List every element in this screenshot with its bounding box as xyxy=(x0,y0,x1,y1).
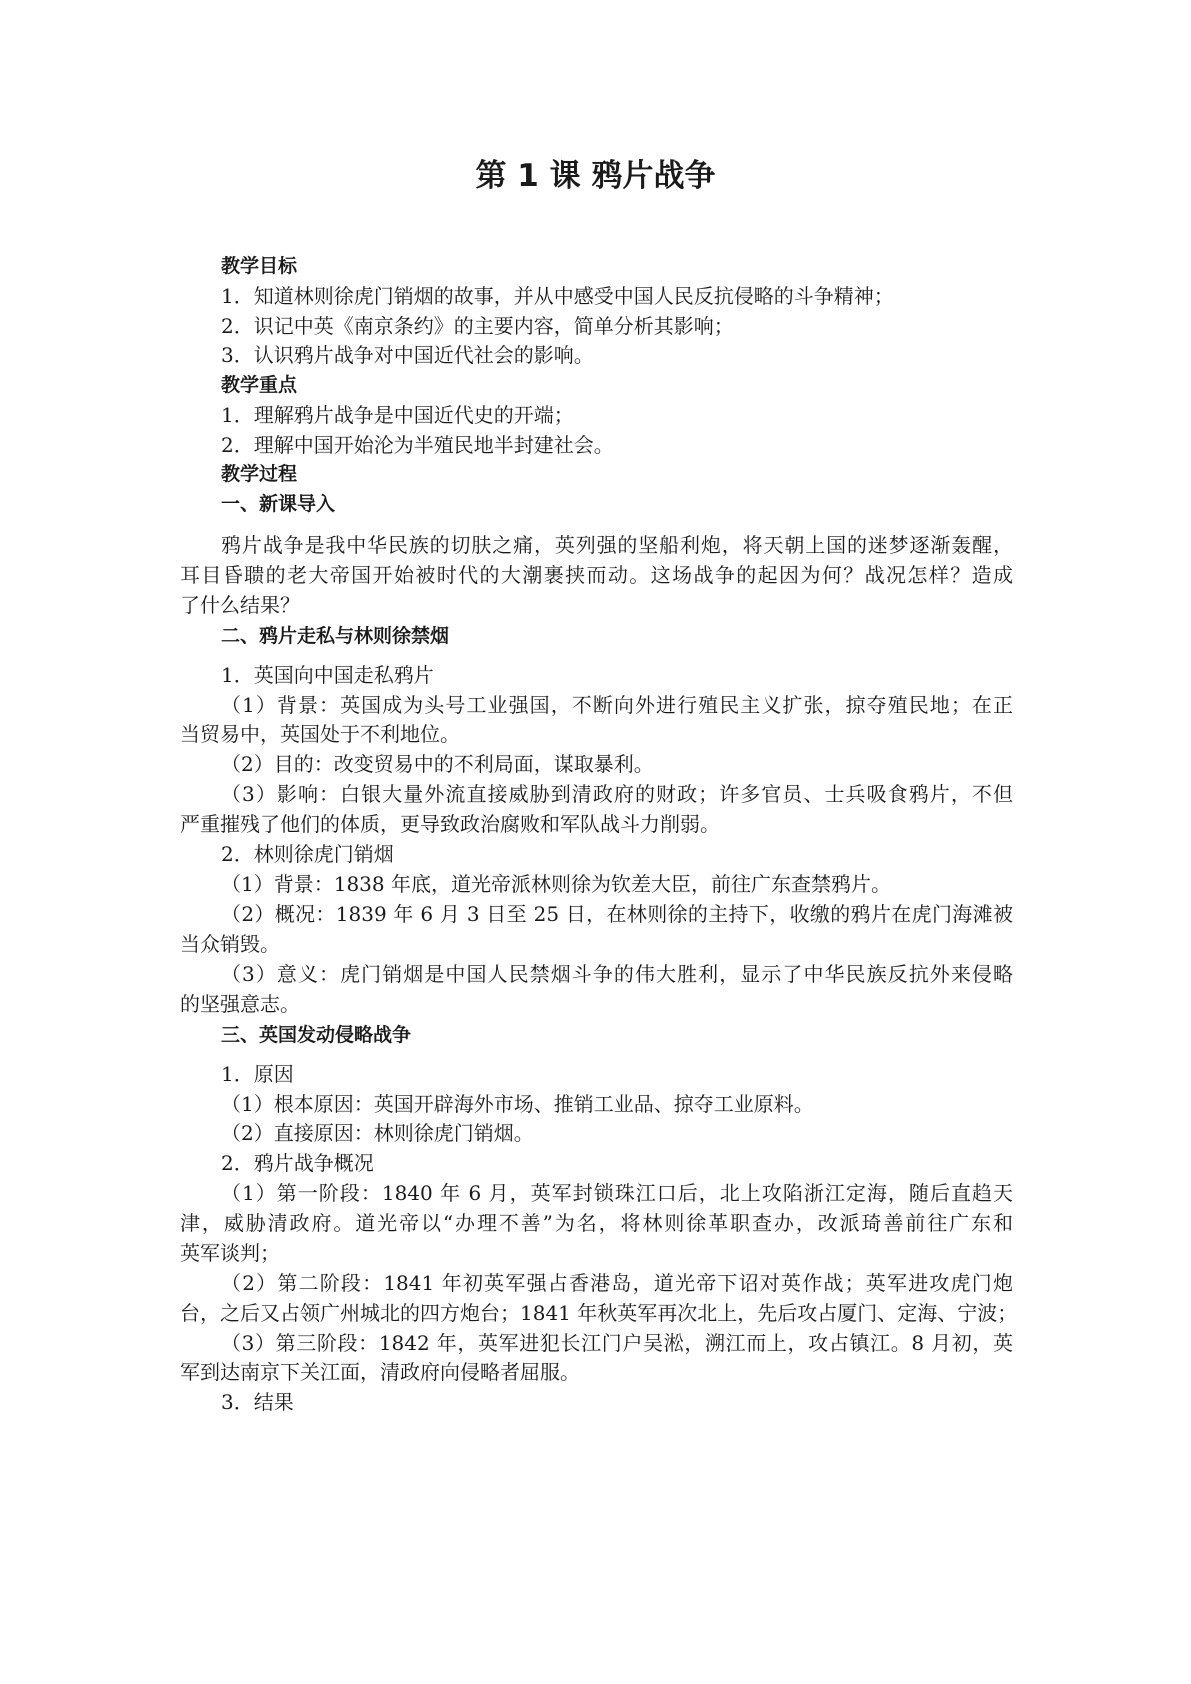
subsection-title: 3．结果 xyxy=(221,1390,294,1414)
subsection-title: 1．英国向中国走私鸦片 xyxy=(221,663,434,687)
paragraph-line: （3）意义：虎门销烟是中国人民禁烟斗争的伟大胜利，显示了中华民族反抗外来侵略 xyxy=(221,962,1013,986)
paragraph-line: （2）直接原因：林则徐虎门销烟。 xyxy=(221,1121,534,1145)
objective-item: 2．识记中英《南京条约》的主要内容，简单分析其影响； xyxy=(221,314,734,338)
objective-item: 1．知道林则徐虎门销烟的故事，并从中感受中国人民反抗侵略的斗争精神； xyxy=(221,284,894,308)
objective-item: 3．认识鸦片战争对中国近代社会的影响。 xyxy=(221,343,594,367)
subsection-title: 1．原因 xyxy=(221,1062,294,1086)
paragraph-line: 的坚强意志。 xyxy=(180,992,300,1016)
section-heading-smuggling: 二、鸦片走私与林则徐禁烟 xyxy=(221,625,450,647)
keypoint-item: 1．理解鸦片战争是中国近代史的开端； xyxy=(221,403,574,427)
intro-paragraph-line: 耳目昏聩的老大帝国开始被时代的大潮裹挟而动。这场战争的起因为何？战况怎样？造成 xyxy=(180,563,1013,587)
paragraph-line: （3）第三阶段：1842 年，英军进犯长江门户吴淞，溯江而上，攻占镇江。8 月初，英 xyxy=(221,1331,1013,1355)
keypoints-heading: 教学重点 xyxy=(221,374,298,396)
intro-paragraph-line: 了什么结果？ xyxy=(180,593,300,617)
section-heading-war: 三、英国发动侵略战争 xyxy=(221,1024,412,1046)
paragraph-line: （1）背景：1838 年底，道光帝派林则徐为钦差大臣，前往广东查禁鸦片。 xyxy=(221,872,891,896)
paragraph-line: （2）概况：1839 年 6 月 3 日至 25 日，在林则徐的主持下，收缴的鸦片在虎门海滩被 xyxy=(221,902,1013,926)
paragraph-line: 当众销毁。 xyxy=(180,932,280,956)
objectives-heading: 教学目标 xyxy=(221,255,298,277)
paragraph-line: 台，之后又占领广州城北的四方炮台；1841 年秋英军再次北上，先后攻占厦门、定海、宁波； xyxy=(180,1301,1018,1325)
section-heading-intro: 一、新课导入 xyxy=(221,493,336,515)
paragraph-line: 严重摧残了他们的体质，更导致政治腐败和军队战斗力削弱。 xyxy=(180,812,720,836)
subsection-title: 2．林则徐虎门销烟 xyxy=(221,842,394,866)
keypoint-item: 2．理解中国开始沦为半殖民地半封建社会。 xyxy=(221,433,614,457)
intro-paragraph-line: 鸦片战争是我中华民族的切肤之痛，英列强的坚船利炮，将天朝上国的迷梦逐渐轰醒， xyxy=(221,533,1013,557)
paragraph-line: （1）背景：英国成为头号工业强国，不断向外进行殖民主义扩张，掠夺殖民地；在正 xyxy=(221,693,1013,717)
paragraph-line: 津，威胁清政府。道光帝以“办理不善”为名，将林则徐革职查办，改派琦善前往广东和 xyxy=(180,1211,1013,1235)
paragraph-line: 英军谈判； xyxy=(180,1241,280,1265)
paragraph-line: （2）第二阶段：1841 年初英军强占香港岛，道光帝下诏对英作战；英军进攻虎门炮 xyxy=(221,1271,1013,1295)
paragraph-line: （1）根本原因：英国开辟海外市场、推销工业品、掠夺工业原料。 xyxy=(221,1092,814,1116)
subsection-title: 2．鸦片战争概况 xyxy=(221,1151,374,1175)
paragraph-line: （2）目的：改变贸易中的不利局面，谋取暴利。 xyxy=(221,752,654,776)
paragraph-line: 当贸易中，英国处于不利地位。 xyxy=(180,722,460,746)
process-heading: 教学过程 xyxy=(221,463,298,485)
page-title: 第 1 课 鸦片战争 xyxy=(475,158,716,194)
paragraph-line: （1）第一阶段：1840 年 6 月，英军封锁珠江口后，北上攻陷浙江定海，随后直趋天 xyxy=(221,1181,1013,1205)
paragraph-line: 军到达南京下关江面，清政府向侵略者屈服。 xyxy=(180,1360,580,1384)
paragraph-line: （3）影响：白银大量外流直接威胁到清政府的财政；许多官员、士兵吸食鸦片，不但 xyxy=(221,782,1013,806)
